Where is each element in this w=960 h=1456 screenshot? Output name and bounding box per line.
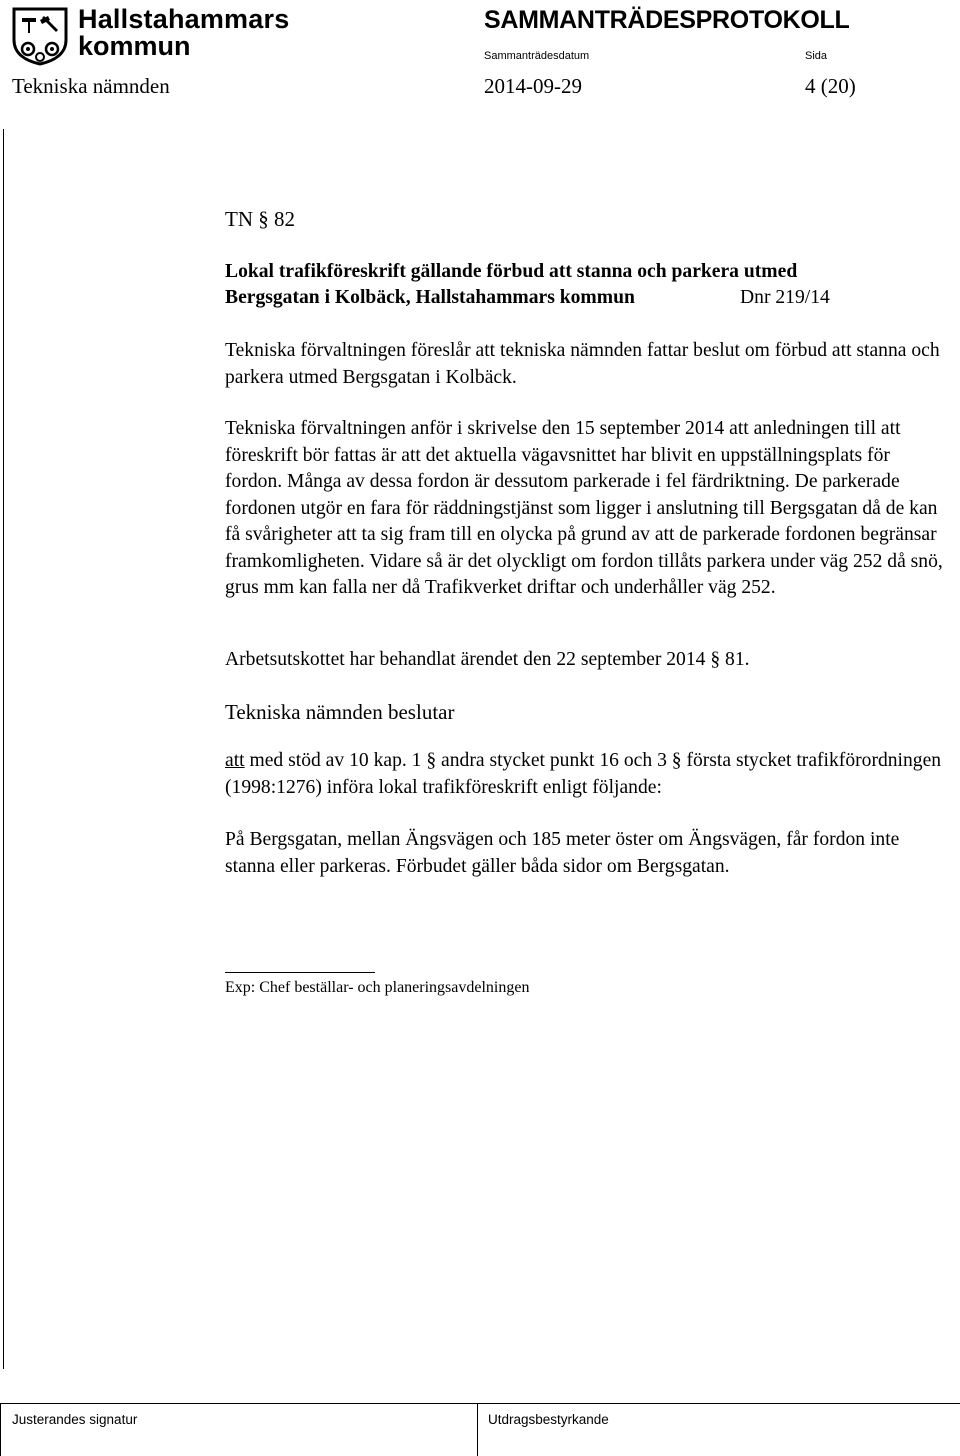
document-title: SAMMANTRÄDESPROTOKOLL (484, 6, 850, 34)
item-title (225, 259, 945, 311)
left-margin-rule (3, 129, 4, 1369)
proposal-paragraph: Tekniska förvaltningen föreslår att tekniska nämnden fattar beslut om förbud att stanna och parkera utmed Bergsgatan i Kolbäck. (225, 340, 940, 388)
org-name-line1: Hallstahammars (78, 4, 290, 34)
distribution-note: Exp: Chef beställar- och planeringsavdelningen (225, 979, 530, 996)
decision-heading: Tekniska nämnden beslutar (225, 700, 455, 724)
distribution-rule (225, 972, 375, 973)
verification-label: Utdragsbestyrkande (488, 1412, 609, 1427)
case-number: Dnr 219/14 (740, 287, 830, 308)
committee-name: Tekniska nämnden (12, 74, 170, 98)
footer-divider-middle (477, 1403, 478, 1456)
meeting-date: 2014-09-29 (484, 74, 582, 98)
signature-label: Justerandes signatur (12, 1412, 138, 1427)
decision-att: att (225, 750, 245, 771)
footer-rule (0, 1403, 960, 1404)
paragraph-id: TN § 82 (225, 207, 295, 231)
page-label: Sida (805, 50, 828, 62)
coat-of-arms-icon (10, 6, 70, 66)
committee-review-paragraph: Arbetsutskottet har behandlat ärendet den 22 september 2014 § 81. (225, 649, 750, 670)
page-number: 4 (20) (805, 74, 856, 98)
footer-divider-left (0, 1403, 1, 1456)
decision-text: med stöd av 10 kap. 1 § andra stycket punkt 16 och 3 § första stycket trafikförordningen (1998:1276) införa lokal trafikföreskrift enligt följande: (225, 750, 942, 798)
item-title-line1: Lokal trafikföreskrift gällande förbud att stanna och parkera utmed (225, 261, 798, 282)
org-name-line2: kommun (78, 31, 191, 61)
background-paragraph: Tekniska förvaltningen anför i skrivelse den 15 september 2014 att anledningen till att föreskrift bör fattas är att det aktuella vägavsnittet har blivit en uppställningsplats för fordon. Många av dessa fordon är dessutom parkerade i fel färdriktning. De parkerade fordonen utgör en fara för räddningstjänst som ligger i anslutning till Bergsgatan då de kan få svårigheter att ta sig fram till en olycka på grund av att de parkerade fordonen begränsar framkomligheten. Vidare så är det olyckligt om fordon tillåts parkera under väg 252 då snö, grus mm kan falla ner då Trafikverket driftar och underhåller väg 252. (225, 418, 943, 598)
decision-paragraph (225, 748, 945, 801)
item-title-line2: Bergsgatan i Kolbäck, Hallstahammars kommun (225, 287, 635, 308)
meeting-date-label: Sammanträdesdatum (484, 50, 590, 62)
regulation-paragraph: På Bergsgatan, mellan Ängsvägen och 185 meter öster om Ängsvägen, får fordon inte stanna eller parkeras. Förbudet gäller båda sidor om Bergsgatan. (225, 829, 900, 877)
